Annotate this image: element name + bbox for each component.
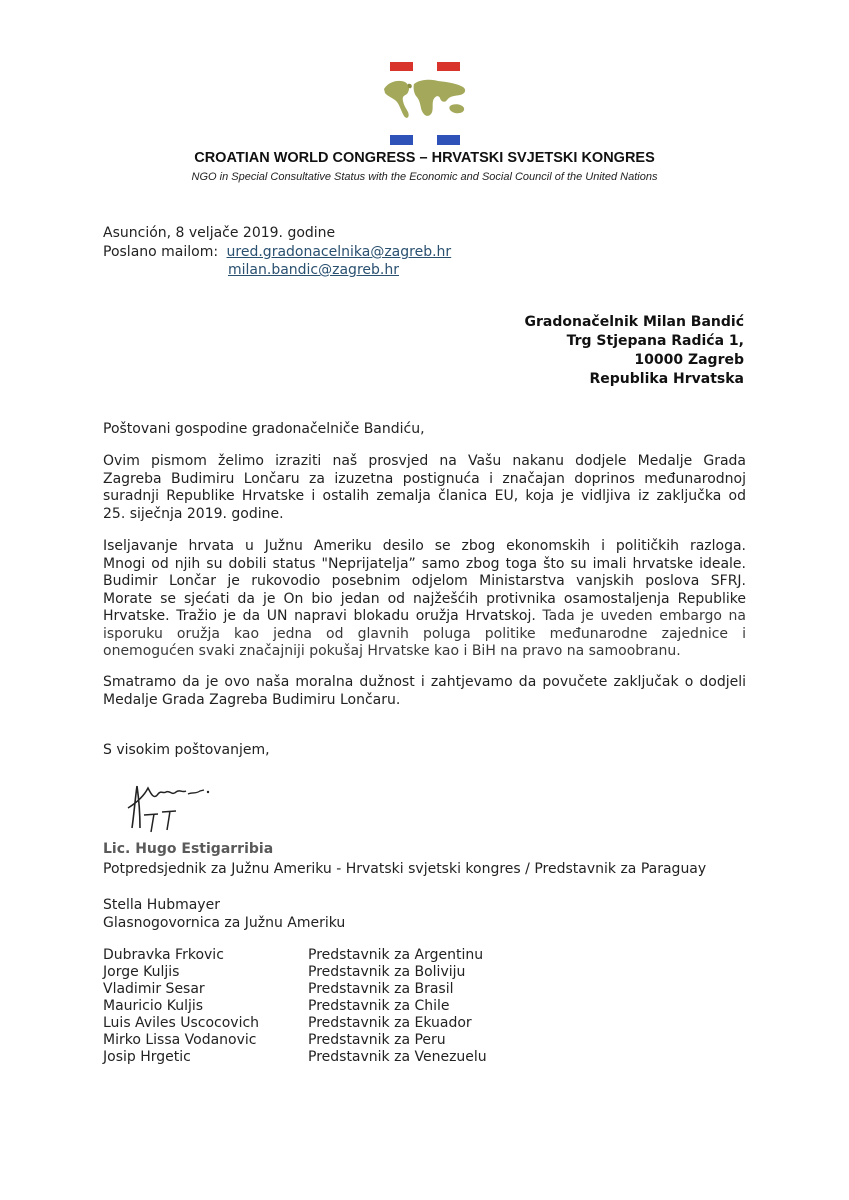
email-link-bandic[interactable]: milan.bandic@zagreb.hr [228,262,399,278]
representative-name: Mirko Lissa Vodanovic [103,1032,257,1048]
paragraph-line: Smatramo da je ovo naša moralna dužnost i zahtjevamo da povučete zaključak o dodjeli [103,674,746,690]
paragraph-line: onemogućen svaki značajniji pokušaj Hrvatske kao i BiH na pravo na samoobranu. [103,643,681,659]
representative-name: Dubravka Frkovic [103,947,224,963]
paragraph-line [103,608,746,626]
paragraph-line: Budimir Lončar je rukovodio posebnim odjelom Ministarstva vanjskih poslova SFRJ. [103,573,746,589]
representatives-list [103,947,487,1066]
organization-title: CROATIAN WORLD CONGRESS – HRVATSKI SVJETSKI KONGRES [194,150,655,166]
handwritten-signature [118,770,218,840]
representative-role: Predstavnik za Venezuelu [308,1049,487,1065]
representative-name: Mauricio Kuljis [103,998,204,1014]
paragraph-line: Iseljavanje hrvata u Južnu Ameriku desilo se zbog ekonomskih i političkih razloga. [103,538,746,554]
paragraph-line: Zagreba Budimiru Lončaru za izuzetna postignuća i značajan doprinos međunarodnoj [103,470,746,487]
paragraph-history [103,538,746,661]
paragraph-line: Mnogi od njih su dobili status "Neprijatelja” samo zbog toga što su imali hrvatske ideale. [103,555,746,572]
representative-role: Predstavnik za Chile [308,998,450,1014]
list-item [103,981,487,998]
sent-by-email-line [103,243,451,261]
recipient-address [525,313,744,389]
world-congress-logo [380,62,472,146]
paragraph-fragment: Tada je uveden embargo na [535,608,746,624]
paragraph-line: 25. siječnja 2019. godine. [103,505,284,522]
paragraph-line: isporuku oružja kao jedna od glavnih poluga politike međunarodne zajednice i [103,625,746,642]
list-item [103,998,487,1015]
signatory-name: Lic. Hugo Estigarribia [103,841,274,857]
representative-name: Josip Hrgetic [103,1049,191,1065]
representative-name: Jorge Kuljis [103,964,180,980]
representative-role: Predstavnik za Peru [308,1032,446,1048]
organization-subtitle: NGO in Special Consultative Status with the Economic and Social Council of the United Nations [191,171,658,183]
paragraph-demand [103,674,746,709]
recipient-country: Republika Hrvatska [589,371,744,387]
closing: S visokim poštovanjem, [103,742,270,758]
paragraph-line: Morate se sjećati da je On bio jedan od najžešćih protivnika osamostaljenja Republike [103,590,746,607]
sent-label: Poslano mailom: [103,244,219,260]
representative-role: Predstavnik za Brasil [308,981,454,997]
recipient-street: Trg Stjepana Radića 1, [566,333,744,349]
recipient-name: Gradonačelnik Milan Bandić [524,314,744,330]
place-date: Asunción, 8 veljače 2019. godine [103,225,336,241]
spokesperson-name: Stella Hubmayer [103,897,220,913]
spokesperson-title: Glasnogovornica za Južnu Ameriku [103,915,346,931]
list-item [103,1015,487,1032]
list-item [103,1032,487,1049]
representative-role: Predstavnik za Ekuador [308,1015,472,1031]
list-item [103,964,487,981]
list-item [103,1049,487,1066]
paragraph-protest [103,453,746,523]
representative-role: Predstavnik za Argentinu [308,947,484,963]
salutation: Poštovani gospodine gradonačelniče Bandiću, [103,421,425,437]
paragraph-fragment: Hrvatske. Tražio je da UN napravi blokadu oružja Hrvatskoj. [103,608,536,624]
recipient-city: 10000 Zagreb [634,352,744,368]
representative-name: Vladimir Sesar [103,981,205,997]
signatory-title: Potpredsjednik za Južnu Ameriku - Hrvatski svjetski kongres / Predstavnik za Paraguay [103,861,707,877]
paragraph-line: Medalje Grada Zagreba Budimiru Lončaru. [103,691,401,708]
email-link-mayor-office[interactable]: ured.gradonacelnika@zagreb.hr [226,244,452,260]
paragraph-line: Ovim pismom želimo izraziti naš prosvjed na Vašu nakanu dodjele Medalje Grada [103,453,746,469]
representative-name: Luis Aviles Uscocovich [103,1015,260,1031]
list-item [103,947,487,964]
paragraph-line: suradnji Republike Hrvatske i ostalih zemalja članica EU, koja je vidljiva iz zaključka od [103,488,746,504]
representative-role: Predstavnik za Boliviju [308,964,466,980]
